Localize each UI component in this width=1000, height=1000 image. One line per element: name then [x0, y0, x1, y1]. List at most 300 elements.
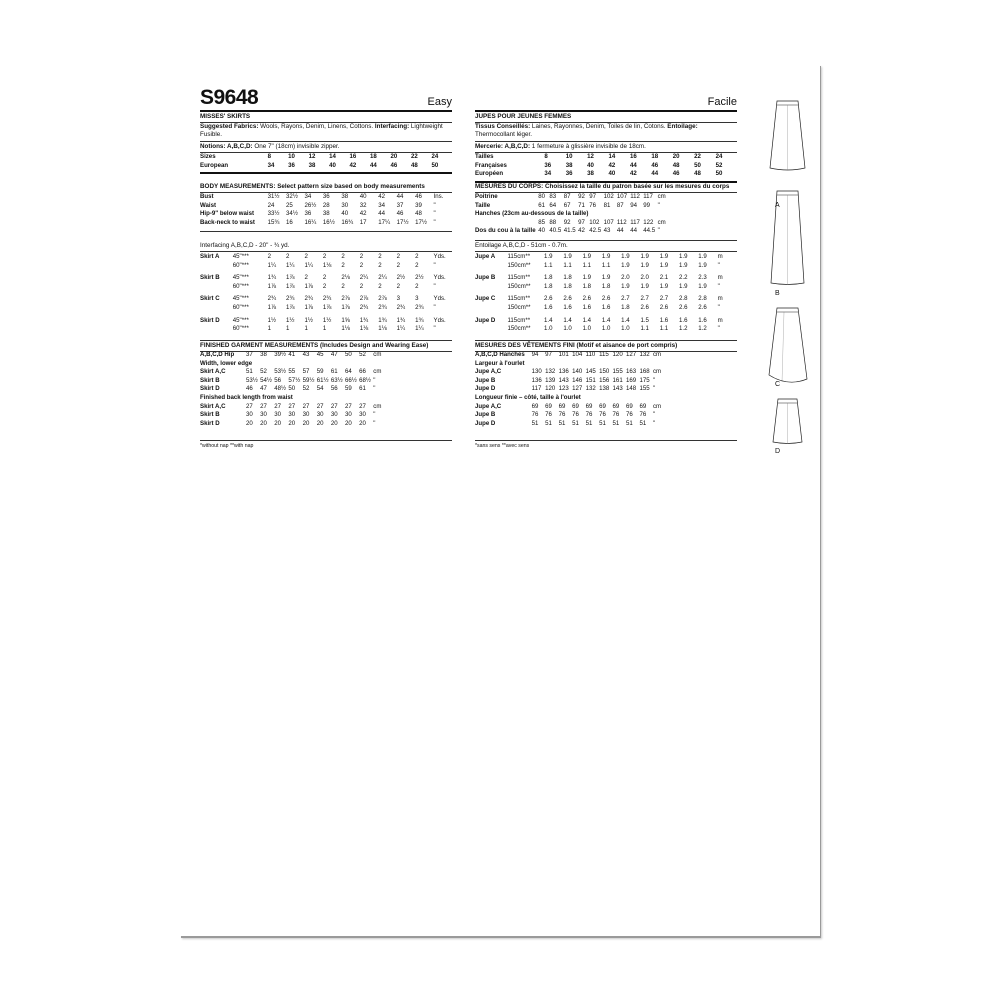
- table-cell: 33½: [267, 210, 280, 218]
- table-cell: 8: [267, 153, 271, 160]
- table-cell: 143: [612, 385, 623, 393]
- table-row: [475, 210, 737, 219]
- table-cell: 45"***: [232, 316, 249, 324]
- table-cell: 76: [531, 411, 539, 419]
- table-cell: ": [433, 218, 436, 226]
- table-cell: 1.9: [679, 282, 688, 290]
- table-cell: 55: [288, 368, 296, 376]
- table-cell: 1.9: [640, 282, 649, 290]
- table-cell: 2¾: [304, 295, 313, 303]
- table-row: [475, 360, 737, 369]
- table-cell: 69: [545, 402, 552, 410]
- row-label: Skirt D: [200, 419, 220, 427]
- table-cell: [708, 360, 715, 369]
- table-cell: [680, 394, 687, 403]
- table-cell: 1.0: [544, 325, 553, 333]
- table-cell: 1.9: [601, 253, 611, 260]
- table-cell: 64: [549, 201, 557, 209]
- table-cell: 2: [341, 261, 345, 269]
- table-cell: 52: [260, 368, 267, 376]
- table-row: [475, 227, 737, 236]
- table-cell: ": [433, 210, 436, 218]
- table-cell: 99: [643, 201, 650, 209]
- row-label: Sizes: [200, 153, 216, 160]
- table-cell: 40: [329, 161, 336, 169]
- table-cell: 32: [359, 201, 367, 209]
- table-cell: 2: [378, 261, 382, 269]
- row-label: Skirt B: [200, 274, 220, 282]
- table-row: [475, 283, 737, 292]
- table-cell: ": [717, 325, 720, 333]
- table-cell: 1.2: [679, 325, 688, 333]
- table-cell: 115: [599, 351, 609, 358]
- table-cell: 1.9: [679, 261, 688, 269]
- table-cell: 101: [558, 351, 569, 358]
- table-cell: Yds.: [433, 295, 446, 303]
- table-cell: 2.7: [621, 295, 630, 303]
- divider: [200, 231, 452, 232]
- table-cell: 52: [715, 161, 723, 169]
- table-cell: 1.1: [563, 261, 572, 269]
- table-cell: 36: [304, 210, 312, 218]
- table-cell: 2⅞: [359, 295, 369, 303]
- row-label: Skirt C: [200, 295, 220, 303]
- table-row: [200, 394, 452, 403]
- table-cell: 120: [545, 385, 556, 393]
- table-cell: 2.3: [698, 274, 707, 282]
- table-cell: 1¼: [415, 325, 424, 333]
- table-cell: 1.6: [563, 303, 572, 311]
- section-heading-fr: JUPES POUR JEUNES FEMMES: [475, 113, 572, 120]
- table-cell: cm: [653, 368, 662, 376]
- table-cell: 117: [531, 385, 542, 393]
- row-label: Européen: [475, 170, 504, 178]
- table-cell: 16: [629, 153, 637, 160]
- divider: [475, 251, 737, 252]
- table-cell: 2.6: [601, 295, 611, 303]
- table-cell: [425, 394, 432, 403]
- table-cell: 31½: [267, 193, 280, 200]
- row-label: Skirt B: [200, 376, 220, 384]
- table-cell: [672, 394, 679, 403]
- view-label: D: [775, 448, 781, 455]
- table-cell: 1.6: [659, 316, 669, 324]
- table-cell: 1.9: [582, 253, 592, 260]
- table-cell: 1⅞: [286, 282, 295, 290]
- table-cell: 150: [599, 368, 610, 376]
- table-cell: ": [433, 282, 436, 290]
- table-cell: 54: [316, 385, 324, 393]
- table-cell: ": [433, 201, 436, 209]
- table-cell: 1.6: [698, 316, 707, 324]
- table-cell: 1.2: [698, 325, 707, 333]
- table-cell: 50: [288, 385, 296, 393]
- table-cell: 36: [544, 161, 552, 169]
- divider: [200, 340, 452, 341]
- table-cell: 1½: [267, 316, 277, 324]
- table-cell: [438, 360, 445, 369]
- table-cell: 1.8: [563, 274, 572, 282]
- interfacing-yardage: Interfacing A,B,C,D - 20" - ¾ yd.: [200, 242, 290, 249]
- table-cell: [432, 360, 439, 369]
- table-cell: 2.8: [679, 295, 688, 303]
- table-cell: 51: [531, 419, 539, 427]
- table-cell: 27: [302, 402, 310, 410]
- table-cell: [405, 394, 412, 403]
- table-cell: 42: [359, 210, 367, 218]
- table-cell: [385, 394, 392, 403]
- table-cell: 34: [378, 201, 386, 209]
- row-label: Width, lower edge: [200, 359, 253, 367]
- table-cell: 1.8: [563, 282, 572, 290]
- table-cell: 1¼: [267, 261, 277, 269]
- table-cell: 150cm**: [507, 325, 531, 333]
- pattern-number: S9648: [200, 86, 259, 109]
- table-cell: 2⅞: [341, 295, 350, 303]
- table-cell: 51: [545, 419, 552, 427]
- table-cell: 1½: [286, 316, 295, 324]
- skill-level: Easy: [427, 96, 452, 108]
- header-rule: [475, 110, 737, 112]
- view-label: A: [775, 202, 780, 209]
- table-cell: 87: [563, 193, 571, 200]
- table-cell: 1.8: [544, 274, 553, 282]
- table-cell: 51: [626, 419, 633, 427]
- divider: [200, 141, 452, 142]
- table-cell: 24: [267, 201, 275, 209]
- table-cell: 1.9: [601, 274, 611, 282]
- fabrics-text-fr: Tissus Conseillés: Laines, Rayonnes, Denim, Toiles de lin, Cotons. Entoilage: Thermocollant léger.: [475, 123, 698, 139]
- table-cell: 59: [344, 385, 352, 393]
- table-cell: 1.6: [544, 303, 553, 311]
- table-cell: 1.9: [621, 253, 630, 260]
- table-cell: [687, 360, 694, 369]
- table-row: [475, 270, 737, 283]
- table-cell: ": [433, 261, 436, 269]
- table-cell: 1: [267, 325, 271, 333]
- table-cell: 127: [626, 351, 637, 358]
- row-label: Skirt B: [200, 411, 220, 419]
- table-cell: 27: [344, 402, 352, 410]
- table-cell: 16½: [322, 218, 335, 226]
- table-cell: 44: [616, 227, 624, 235]
- table-cell: 143: [558, 376, 569, 384]
- table-cell: [392, 394, 399, 403]
- table-cell: 69: [599, 402, 606, 410]
- table-cell: 66½: [344, 376, 357, 384]
- table-cell: [715, 360, 722, 369]
- table-cell: 1.0: [621, 325, 630, 333]
- row-label: [200, 325, 233, 334]
- table-cell: 40: [608, 170, 616, 178]
- table-cell: 151: [585, 376, 596, 384]
- table-cell: 2: [378, 282, 382, 290]
- table-cell: 17¼: [378, 218, 391, 226]
- table-cell: 56: [330, 385, 338, 393]
- table-cell: 1.9: [698, 261, 707, 269]
- table-cell: 71: [578, 201, 585, 209]
- table-cell: 50: [715, 170, 723, 178]
- footnote-fr: *sans sens **avec sens: [475, 443, 530, 449]
- table-cell: 32½: [286, 193, 298, 200]
- table-cell: [690, 210, 697, 219]
- table-row: [200, 270, 452, 283]
- row-label: Skirt D: [200, 316, 220, 324]
- table-cell: 97: [545, 351, 552, 358]
- sizes-table-fr: [475, 153, 737, 179]
- table-cell: 42: [629, 170, 637, 178]
- row-label: Jupe B: [475, 274, 496, 282]
- yardage-table-fr: [475, 253, 737, 334]
- table-cell: 1¾: [267, 274, 277, 282]
- table-cell: 76: [626, 411, 633, 419]
- table-cell: 51: [612, 419, 620, 427]
- table-cell: 76: [558, 411, 566, 419]
- table-cell: 2: [267, 253, 271, 260]
- table-cell: [694, 394, 701, 403]
- table-cell: 150cm**: [507, 303, 531, 311]
- table-cell: 57½: [288, 376, 301, 384]
- table-cell: [432, 394, 439, 403]
- finished-measurements-heading: FINISHED GARMENT MEASUREMENTS (Includes Design and Wearing Ease): [200, 342, 429, 349]
- table-cell: 97: [589, 193, 597, 200]
- table-cell: 12: [587, 153, 594, 160]
- table-cell: [412, 394, 419, 403]
- table-cell: 2¾: [267, 295, 277, 303]
- table-cell: 2¾: [415, 303, 424, 311]
- table-cell: 44: [396, 193, 404, 200]
- table-cell: 38: [322, 210, 330, 218]
- table-cell: 155: [612, 368, 623, 376]
- table-cell: [730, 394, 737, 403]
- table-cell: 2: [378, 253, 382, 260]
- row-label: Finished back length from waist: [200, 393, 293, 401]
- table-cell: 76: [599, 411, 606, 419]
- row-label: Jupe A,C: [475, 402, 502, 410]
- table-cell: 115cm**: [507, 274, 531, 282]
- table-cell: 45"***: [232, 253, 249, 260]
- table-cell: 112: [630, 193, 640, 200]
- row-label: [475, 304, 507, 313]
- table-cell: 2¼: [378, 274, 387, 282]
- table-cell: 26½: [304, 201, 317, 209]
- table-cell: cm: [653, 402, 662, 410]
- table-cell: 2¼: [359, 274, 369, 282]
- table-cell: 2.0: [640, 274, 649, 282]
- table-cell: 1⅞: [286, 303, 295, 311]
- table-cell: 1⅞: [267, 282, 277, 290]
- table-cell: 2: [341, 282, 345, 290]
- row-label: [475, 325, 507, 334]
- table-cell: 48: [694, 170, 701, 178]
- table-cell: 38: [308, 161, 316, 169]
- table-row: [200, 253, 452, 262]
- table-cell: 1.6: [679, 316, 688, 324]
- table-cell: 60"***: [232, 303, 249, 311]
- table-cell: 146: [572, 376, 583, 384]
- table-cell: 18: [651, 153, 659, 160]
- table-cell: ": [373, 376, 376, 384]
- table-cell: 51: [246, 368, 253, 376]
- table-cell: 2.6: [563, 295, 572, 303]
- table-cell: 34½: [286, 210, 298, 218]
- table-cell: ": [373, 411, 376, 419]
- table-cell: 30: [274, 411, 282, 419]
- table-cell: 88: [549, 218, 557, 226]
- row-label: Jupe B: [475, 411, 496, 419]
- table-cell: 60"***: [232, 325, 249, 333]
- table-cell: 36: [322, 193, 330, 200]
- table-cell: 2: [396, 261, 401, 269]
- table-cell: 2½: [415, 274, 424, 282]
- table-cell: 1.5: [640, 316, 649, 324]
- table-row: [475, 253, 737, 262]
- table-cell: 1¾: [415, 316, 424, 324]
- table-cell: 1: [322, 325, 327, 333]
- table-cell: 117: [643, 193, 653, 200]
- table-cell: [722, 360, 729, 369]
- table-cell: 1.4: [621, 316, 630, 324]
- table-row: [200, 325, 452, 334]
- table-cell: 38: [260, 351, 267, 358]
- table-cell: 87: [616, 201, 624, 209]
- table-cell: 115cm**: [507, 253, 531, 260]
- table-cell: 69: [531, 402, 539, 410]
- table-cell: [680, 360, 687, 369]
- table-cell: 17½: [415, 218, 427, 226]
- table-cell: 20: [260, 419, 267, 427]
- table-row: [475, 170, 737, 179]
- table-cell: 61: [359, 385, 366, 393]
- table-cell: ": [657, 227, 660, 235]
- table-cell: [722, 394, 729, 403]
- table-cell: 2.6: [698, 303, 707, 311]
- row-label: Jupe A: [475, 253, 496, 260]
- table-cell: 169: [626, 376, 637, 384]
- table-cell: 30: [341, 201, 349, 209]
- footnote: *without nap **with nap: [200, 443, 254, 449]
- table-row: [200, 304, 452, 313]
- view-label: B: [775, 290, 780, 297]
- finished-measurements-heading-fr: MESURES DES VÊTEMENTS FINI (Motif et aisance de port compris): [475, 342, 678, 349]
- table-cell: ": [717, 282, 720, 290]
- body-measurements-table-fr: [475, 193, 737, 236]
- view-label: C: [775, 381, 781, 388]
- table-cell: 30: [260, 411, 267, 419]
- row-label: Poitrine: [475, 193, 498, 200]
- table-cell: 60"***: [232, 282, 249, 290]
- table-cell: 66: [359, 368, 366, 376]
- table-cell: 46: [396, 210, 404, 218]
- table-cell: 20: [246, 419, 253, 427]
- table-cell: 76: [572, 411, 579, 419]
- table-cell: 1.9: [582, 274, 592, 282]
- table-cell: m: [717, 274, 723, 282]
- table-cell: 36: [288, 161, 295, 169]
- table-row: [475, 291, 737, 304]
- table-cell: 30: [302, 411, 310, 419]
- body-measurements-table: [200, 193, 452, 227]
- table-cell: 2.7: [659, 295, 669, 303]
- table-cell: 20: [288, 419, 296, 427]
- table-cell: ": [657, 201, 660, 209]
- table-row: [475, 162, 737, 171]
- table-cell: 20: [316, 419, 324, 427]
- table-row: [475, 304, 737, 313]
- table-cell: 1⅞: [267, 303, 277, 311]
- table-cell: 1.9: [544, 253, 553, 260]
- table-cell: 1½: [322, 316, 332, 324]
- table-row: [200, 202, 452, 211]
- table-cell: 63½: [330, 376, 343, 384]
- table-cell: 2¾: [286, 295, 295, 303]
- skirt-views-svg: [765, 96, 810, 456]
- table-cell: 2: [396, 253, 401, 260]
- table-cell: [398, 394, 405, 403]
- table-cell: 2: [341, 253, 345, 260]
- table-cell: 76: [639, 411, 647, 419]
- table-cell: 2: [415, 282, 419, 290]
- table-cell: 1¼: [304, 261, 313, 269]
- table-cell: 1.4: [601, 316, 611, 324]
- finished-measurements-table-fr: [475, 351, 737, 428]
- table-cell: Yds.: [433, 316, 446, 324]
- table-cell: 2: [396, 282, 401, 290]
- table-cell: ": [717, 261, 720, 269]
- table-cell: 2⅞: [378, 295, 387, 303]
- notions-text-fr: Mercerie: A,B,C,D: 1 fermeture à glissière invisible de 18cm.: [475, 143, 646, 150]
- table-cell: 76: [585, 411, 593, 419]
- row-label: A,B,C,D Hip: [200, 351, 235, 358]
- table-cell: 1⅞: [322, 303, 332, 311]
- table-cell: 44.5: [643, 227, 656, 235]
- table-cell: 45: [316, 351, 324, 358]
- table-cell: 42.5: [589, 227, 602, 235]
- table-row: [200, 153, 452, 162]
- row-label: Jupe D: [475, 385, 496, 393]
- table-cell: 115cm**: [507, 295, 531, 303]
- table-cell: 17: [359, 218, 367, 226]
- table-cell: 2: [359, 261, 364, 269]
- table-cell: 2.6: [640, 303, 649, 311]
- table-cell: 132: [545, 368, 556, 376]
- body-measurements-heading: BODY MEASUREMENTS: Select pattern size based on body measurements: [200, 183, 425, 190]
- table-cell: 1⅞: [341, 303, 350, 311]
- row-label: [200, 304, 233, 313]
- table-cell: ": [373, 385, 376, 393]
- table-cell: [445, 360, 452, 369]
- body-measurements-heading-fr: MESURES DU CORPS: Choisissez la taille du patron basée sur les mesures du corps: [475, 183, 730, 190]
- table-cell: 47: [330, 351, 338, 358]
- table-cell: 48½: [274, 385, 287, 393]
- table-cell: 30: [316, 411, 324, 419]
- table-cell: [730, 210, 737, 219]
- table-cell: 38: [341, 193, 349, 200]
- table-cell: 1.9: [659, 261, 669, 269]
- table-cell: ": [653, 419, 656, 427]
- table-cell: 2.2: [679, 274, 688, 282]
- table-cell: 17½: [396, 218, 409, 226]
- table-cell: 16: [349, 153, 357, 160]
- table-cell: 61½: [316, 376, 329, 384]
- view-c-drawing: [769, 308, 807, 382]
- row-label: [475, 262, 507, 271]
- table-cell: 27: [330, 402, 338, 410]
- table-cell: 50: [431, 161, 439, 169]
- table-row: [200, 403, 452, 412]
- table-cell: m: [717, 253, 723, 260]
- table-cell: 24: [715, 153, 723, 160]
